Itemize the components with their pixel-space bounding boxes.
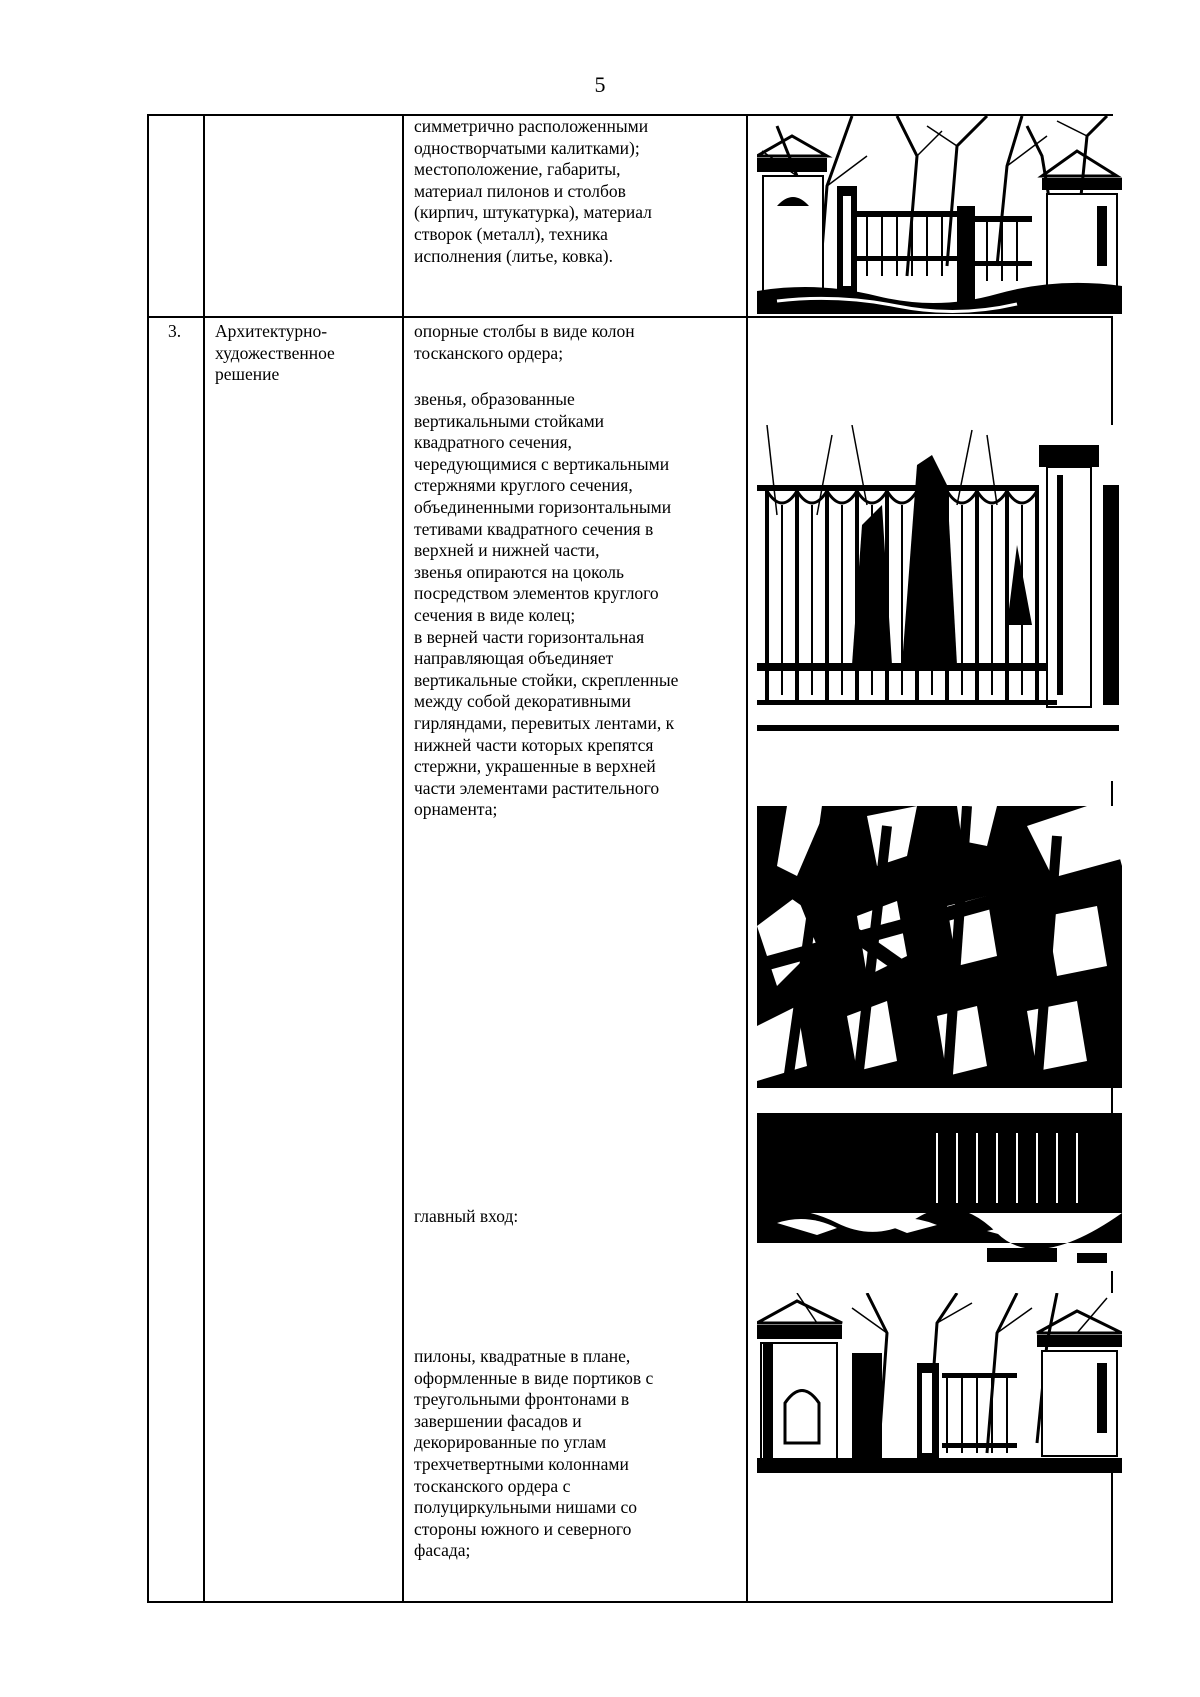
subject-line: художественное [215, 342, 335, 363]
description-line: верхней и нижней части, [414, 540, 600, 561]
description-line: тетивами квадратного сечения в [414, 518, 654, 539]
column-divider-3 [746, 114, 748, 1603]
description-line: стержнями круглого сечения, [414, 475, 633, 496]
description-line: вертикальные стойки, скрепленные [414, 669, 679, 690]
description-block-pylons [414, 1346, 744, 1562]
description-line: гирляндами, перевитых лентами, к [414, 712, 675, 733]
description-line: материал пилонов и столбов [414, 180, 626, 201]
description-line: между собой декоративными [414, 691, 631, 712]
description-line: звенья опираются на цоколь [414, 561, 624, 582]
description-line: трехчетвертными колоннами [414, 1453, 629, 1474]
description-line: симметрично расположенными [414, 116, 649, 136]
description-line: створок (металл), техника [414, 223, 608, 244]
description-line: вертикальными стойками [414, 410, 605, 431]
description-line: орнамента; [414, 799, 498, 820]
continuation-description [414, 116, 744, 267]
description-line: фасада; [414, 1540, 471, 1561]
page-number: 5 [594, 72, 606, 97]
description-line: тосканского ордера с [414, 1475, 571, 1496]
column-divider-1 [203, 114, 205, 1603]
fence-section-photo [757, 425, 1119, 781]
description-line: квадратного сечения, [414, 432, 572, 453]
description-line: опорные столбы в виде колон [414, 321, 635, 341]
description-line: звенья, образованные [414, 389, 575, 409]
subject-line: Архитектурно- [215, 321, 328, 341]
fence-base-photo [757, 1113, 1122, 1271]
description-line: посредством элементов круглого [414, 583, 659, 604]
description-line: объединенными горизонтальными [414, 496, 672, 517]
description-line: нижней части которых крепятся [414, 734, 654, 755]
gate-pylons-photo [757, 116, 1122, 314]
main-entrance-photo [757, 1293, 1122, 1473]
table-left-border [147, 114, 149, 1603]
description-block-columns [414, 321, 744, 364]
description-line: оформленные в виде портиков с [414, 1367, 654, 1388]
fence-detail-photo [757, 806, 1122, 1088]
description-line: сечения в виде колец; [414, 604, 576, 625]
description-line: декорированные по углам [414, 1432, 607, 1453]
description-line: завершении фасадов и [414, 1410, 582, 1431]
description-line: главный вход: [414, 1206, 519, 1226]
description-line: в верней части горизонтальная [414, 626, 645, 647]
row-number: 3. [168, 321, 182, 341]
description-block-main-entrance [414, 1206, 744, 1228]
description-block-links [414, 389, 744, 821]
description-line: стержни, украшенные в верхней [414, 756, 656, 777]
description-line: направляющая объединяет [414, 648, 614, 669]
description-line: местоположение, габариты, [414, 159, 621, 180]
row-divider [147, 316, 1113, 318]
description-line: (кирпич, штукатурка), материал [414, 202, 652, 223]
table-bottom-border [147, 1601, 1113, 1603]
description-line: одностворчатыми калитками); [414, 137, 640, 158]
description-line: части элементами растительного [414, 777, 660, 798]
description-line: пилоны, квадратные в плане, [414, 1346, 631, 1366]
row-subject [215, 321, 400, 386]
description-line: стороны южного и северного [414, 1518, 632, 1539]
description-line: треугольными фронтонами в [414, 1389, 630, 1410]
column-divider-2 [402, 114, 404, 1603]
description-line: полуциркульными нишами со [414, 1497, 638, 1518]
subject-line: решение [215, 364, 280, 385]
description-line: чередующимися с вертикальными [414, 453, 670, 474]
description-line: исполнения (литье, ковка). [414, 245, 613, 266]
description-line: тосканского ордера; [414, 342, 564, 363]
